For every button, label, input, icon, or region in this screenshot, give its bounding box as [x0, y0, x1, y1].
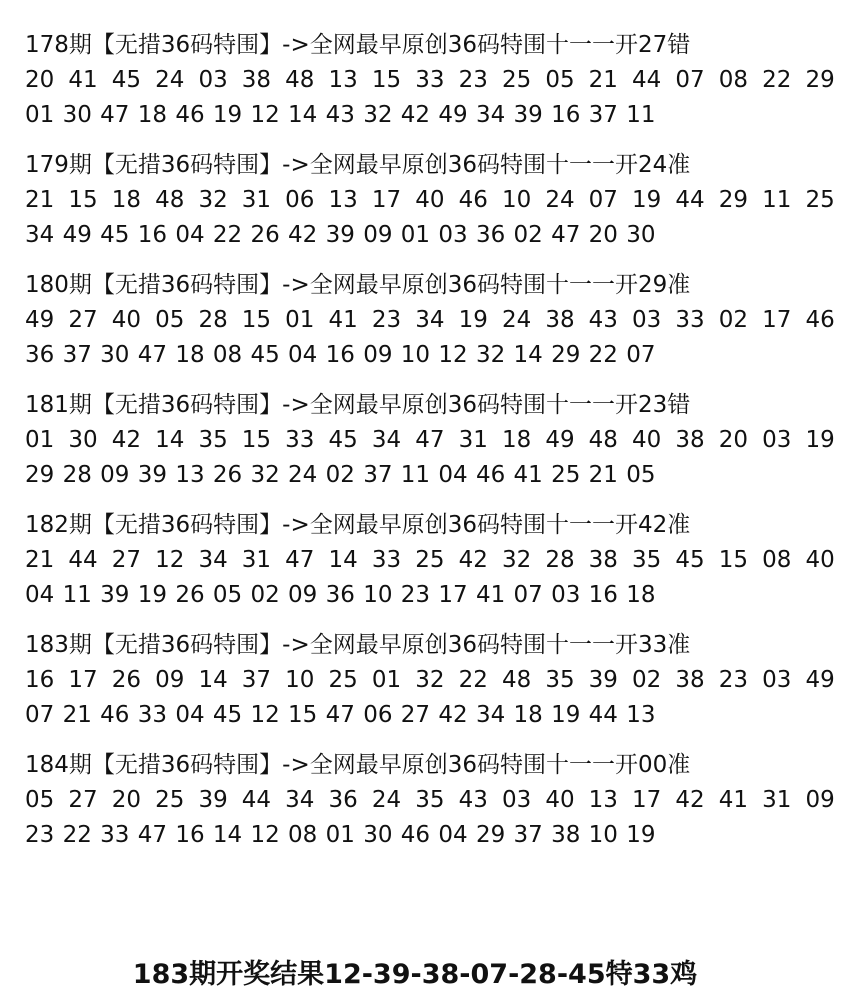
number-row — [25, 818, 835, 853]
prediction-entry — [25, 508, 835, 613]
number-cell: 47 — [551, 222, 581, 248]
number-cell: 25 — [551, 462, 581, 488]
number-cell: 18 — [137, 102, 168, 128]
number-cell: 17 — [371, 187, 402, 213]
entry-header: 184期【无措36码特围】->全网最早原创36码特围十一一开00准 — [25, 752, 691, 778]
number-cell: 45 — [100, 222, 130, 248]
number-cell: 04 — [175, 702, 205, 728]
number-cell: 24 — [288, 462, 318, 488]
number-cell: 42 — [675, 787, 705, 813]
number-cell: 02 — [250, 582, 280, 608]
number-cell: 01 — [325, 822, 355, 848]
number-cell: 29 — [25, 462, 55, 488]
number-cell: 02 — [513, 222, 543, 248]
number-cell: 40 — [632, 427, 662, 453]
number-cell: 47 — [137, 822, 168, 848]
number-cell: 11 — [626, 102, 656, 128]
number-cell: 20 — [588, 222, 618, 248]
number-cell: 41 — [68, 67, 98, 93]
number-row — [25, 183, 835, 218]
number-cell: 16 — [175, 822, 205, 848]
number-cell: 39 — [588, 667, 618, 693]
number-cell: 34 — [285, 787, 315, 813]
number-cell: 29 — [475, 822, 506, 848]
number-cell: 34 — [475, 702, 506, 728]
number-cell: 37 — [241, 667, 272, 693]
number-cell: 12 — [250, 822, 280, 848]
number-cell: 49 — [438, 102, 468, 128]
number-cell: 15 — [371, 67, 402, 93]
number-row — [25, 458, 835, 493]
number-cell: 47 — [137, 342, 168, 368]
number-cell: 36 — [325, 582, 355, 608]
number-cell: 13 — [328, 67, 358, 93]
number-cell: 24 — [501, 307, 532, 333]
number-cell: 41 — [328, 307, 358, 333]
number-cell: 22 — [458, 667, 488, 693]
number-cell: 08 — [762, 547, 792, 573]
number-cell: 45 — [328, 427, 358, 453]
number-cell: 44 — [241, 787, 272, 813]
number-cell: 38 — [545, 307, 575, 333]
number-cell: 07 — [25, 702, 55, 728]
number-cell: 30 — [68, 427, 98, 453]
number-cell: 30 — [363, 822, 393, 848]
number-cell: 22 — [212, 222, 243, 248]
number-cell: 19 — [137, 582, 168, 608]
number-row — [25, 63, 835, 98]
number-cell: 14 — [513, 342, 543, 368]
number-cell: 34 — [371, 427, 402, 453]
number-cell: 11 — [400, 462, 431, 488]
number-cell: 21 — [588, 462, 618, 488]
number-cell: 28 — [198, 307, 228, 333]
number-cell: 30 — [62, 102, 92, 128]
number-cell: 39 — [198, 787, 228, 813]
number-cell: 03 — [551, 582, 581, 608]
number-cell: 31 — [241, 187, 272, 213]
number-cell: 05 — [212, 582, 243, 608]
number-cell: 10 — [588, 822, 618, 848]
prediction-entry — [25, 628, 835, 733]
prediction-entry — [25, 268, 835, 373]
number-cell: 39 — [137, 462, 168, 488]
number-cell: 22 — [762, 67, 792, 93]
number-cell: 48 — [588, 427, 618, 453]
number-cell: 33 — [100, 822, 130, 848]
number-cell: 29 — [805, 67, 835, 93]
number-cell: 33 — [371, 547, 402, 573]
number-row — [25, 218, 835, 253]
number-cell: 23 — [458, 67, 488, 93]
number-cell: 02 — [718, 307, 749, 333]
number-cell: 49 — [805, 667, 835, 693]
number-cell: 36 — [25, 342, 55, 368]
number-cell: 06 — [285, 187, 315, 213]
number-cell: 48 — [501, 667, 532, 693]
entry-header: 183期【无措36码特围】->全网最早原创36码特围十一一开33准 — [25, 632, 691, 658]
number-cell: 16 — [137, 222, 168, 248]
number-cell: 38 — [241, 67, 272, 93]
number-cell: 13 — [626, 702, 656, 728]
number-cell: 32 — [475, 342, 506, 368]
number-cell: 39 — [325, 222, 355, 248]
number-cell: 42 — [111, 427, 141, 453]
number-cell: 27 — [400, 702, 431, 728]
number-row — [25, 578, 835, 613]
number-cell: 05 — [155, 307, 185, 333]
number-cell: 18 — [501, 427, 532, 453]
number-cell: 18 — [111, 187, 141, 213]
number-cell: 26 — [175, 582, 205, 608]
number-cell: 27 — [111, 547, 141, 573]
number-cell: 37 — [363, 462, 393, 488]
number-cell: 48 — [285, 67, 315, 93]
number-row — [25, 543, 835, 578]
number-cell: 32 — [501, 547, 532, 573]
number-cell: 04 — [175, 222, 205, 248]
number-cell: 42 — [288, 222, 318, 248]
number-cell: 41 — [513, 462, 543, 488]
number-cell: 34 — [415, 307, 445, 333]
prediction-entry — [25, 148, 835, 253]
number-cell: 13 — [588, 787, 618, 813]
number-cell: 11 — [762, 187, 792, 213]
number-cell: 15 — [288, 702, 318, 728]
number-cell: 06 — [363, 702, 393, 728]
number-cell: 29 — [718, 187, 749, 213]
number-cell: 19 — [632, 187, 662, 213]
number-cell: 15 — [241, 307, 272, 333]
number-cell: 17 — [68, 667, 98, 693]
number-cell: 32 — [415, 667, 445, 693]
number-cell: 36 — [328, 787, 358, 813]
number-cell: 45 — [675, 547, 705, 573]
number-cell: 34 — [475, 102, 506, 128]
number-cell: 35 — [415, 787, 445, 813]
number-cell: 16 — [588, 582, 618, 608]
number-cell: 44 — [632, 67, 662, 93]
number-cell: 34 — [198, 547, 228, 573]
number-cell: 23 — [718, 667, 749, 693]
number-cell: 14 — [212, 822, 243, 848]
number-cell: 19 — [458, 307, 488, 333]
number-cell: 09 — [155, 667, 185, 693]
number-cell: 07 — [626, 342, 656, 368]
number-cell: 45 — [212, 702, 243, 728]
prediction-entry — [25, 388, 835, 493]
number-cell: 23 — [371, 307, 402, 333]
number-cell: 01 — [25, 427, 55, 453]
number-row — [25, 663, 835, 698]
number-cell: 01 — [25, 102, 55, 128]
number-row — [25, 303, 835, 338]
number-cell: 21 — [588, 67, 618, 93]
number-cell: 07 — [513, 582, 543, 608]
number-cell: 10 — [400, 342, 431, 368]
number-cell: 49 — [62, 222, 92, 248]
number-cell: 49 — [545, 427, 575, 453]
number-cell: 04 — [288, 342, 318, 368]
number-cell: 09 — [805, 787, 835, 813]
number-cell: 20 — [718, 427, 749, 453]
number-cell: 49 — [25, 307, 55, 333]
number-cell: 26 — [111, 667, 141, 693]
number-cell: 03 — [762, 667, 792, 693]
draw-result: 183期开奖结果12-39-38-07-28-45特33鸡 — [132, 959, 698, 990]
number-cell: 03 — [632, 307, 662, 333]
number-cell: 26 — [250, 222, 280, 248]
number-cell: 32 — [250, 462, 280, 488]
number-cell: 25 — [155, 787, 185, 813]
number-cell: 09 — [363, 342, 393, 368]
number-cell: 42 — [458, 547, 488, 573]
number-row — [25, 98, 835, 133]
number-cell: 46 — [175, 102, 205, 128]
number-cell: 45 — [250, 342, 280, 368]
number-cell: 25 — [328, 667, 358, 693]
number-cell: 04 — [438, 822, 468, 848]
number-cell: 11 — [62, 582, 92, 608]
number-cell: 08 — [718, 67, 749, 93]
number-cell: 17 — [632, 787, 662, 813]
number-row — [25, 423, 835, 458]
number-cell: 17 — [762, 307, 792, 333]
number-cell: 37 — [588, 102, 618, 128]
number-cell: 12 — [155, 547, 185, 573]
number-row — [25, 698, 835, 733]
number-cell: 40 — [415, 187, 445, 213]
number-cell: 39 — [513, 102, 543, 128]
number-cell: 16 — [325, 342, 355, 368]
number-cell: 19 — [805, 427, 835, 453]
number-cell: 31 — [241, 547, 272, 573]
number-cell: 30 — [626, 222, 656, 248]
number-cell: 02 — [632, 667, 662, 693]
number-cell: 18 — [513, 702, 543, 728]
number-cell: 18 — [175, 342, 205, 368]
number-cell: 21 — [62, 702, 92, 728]
number-cell: 33 — [285, 427, 315, 453]
number-cell: 41 — [718, 787, 749, 813]
prediction-list — [25, 28, 835, 868]
number-cell: 43 — [458, 787, 488, 813]
entry-header: 181期【无措36码特围】->全网最早原创36码特围十一一开23错 — [25, 392, 691, 418]
number-cell: 23 — [25, 822, 55, 848]
number-cell: 34 — [25, 222, 55, 248]
number-cell: 01 — [400, 222, 431, 248]
number-cell: 47 — [415, 427, 445, 453]
number-cell: 31 — [762, 787, 792, 813]
number-cell: 30 — [100, 342, 130, 368]
number-cell: 19 — [212, 102, 243, 128]
number-cell: 48 — [155, 187, 185, 213]
number-cell: 09 — [363, 222, 393, 248]
number-row — [25, 783, 835, 818]
number-cell: 08 — [288, 822, 318, 848]
number-cell: 24 — [155, 67, 185, 93]
number-cell: 24 — [545, 187, 575, 213]
number-cell: 03 — [762, 427, 792, 453]
number-cell: 01 — [285, 307, 315, 333]
number-cell: 46 — [458, 187, 488, 213]
entry-header: 178期【无措36码特围】->全网最早原创36码特围十一一开27错 — [25, 32, 691, 58]
number-cell: 28 — [62, 462, 92, 488]
number-cell: 37 — [62, 342, 92, 368]
number-cell: 41 — [475, 582, 506, 608]
number-cell: 08 — [212, 342, 243, 368]
number-cell: 40 — [111, 307, 141, 333]
number-cell: 25 — [501, 67, 532, 93]
number-cell: 10 — [501, 187, 532, 213]
number-cell: 29 — [551, 342, 581, 368]
number-cell: 12 — [250, 702, 280, 728]
number-cell: 25 — [415, 547, 445, 573]
number-cell: 21 — [25, 547, 55, 573]
number-cell: 21 — [25, 187, 55, 213]
number-cell: 15 — [241, 427, 272, 453]
number-cell: 44 — [675, 187, 705, 213]
number-cell: 20 — [25, 67, 55, 93]
number-cell: 01 — [371, 667, 402, 693]
number-cell: 40 — [805, 547, 835, 573]
number-cell: 33 — [137, 702, 168, 728]
number-cell: 22 — [62, 822, 92, 848]
number-cell: 46 — [400, 822, 431, 848]
number-cell: 45 — [111, 67, 141, 93]
number-cell: 25 — [805, 187, 835, 213]
number-cell: 14 — [155, 427, 185, 453]
number-cell: 19 — [551, 702, 581, 728]
number-cell: 17 — [438, 582, 468, 608]
number-cell: 16 — [25, 667, 55, 693]
number-cell: 03 — [198, 67, 228, 93]
number-cell: 15 — [68, 187, 98, 213]
number-cell: 14 — [328, 547, 358, 573]
number-cell: 46 — [475, 462, 506, 488]
number-cell: 15 — [718, 547, 749, 573]
number-cell: 27 — [68, 787, 98, 813]
number-cell: 20 — [111, 787, 141, 813]
number-cell: 35 — [632, 547, 662, 573]
number-cell: 09 — [100, 462, 130, 488]
number-cell: 09 — [288, 582, 318, 608]
number-cell: 32 — [198, 187, 228, 213]
number-cell: 43 — [588, 307, 618, 333]
number-cell: 31 — [458, 427, 488, 453]
number-row — [25, 338, 835, 373]
number-cell: 02 — [325, 462, 355, 488]
number-cell: 03 — [438, 222, 468, 248]
entry-header: 182期【无措36码特围】->全网最早原创36码特围十一一开42准 — [25, 512, 691, 538]
number-cell: 18 — [626, 582, 656, 608]
number-cell: 19 — [626, 822, 656, 848]
entry-header: 179期【无措36码特围】->全网最早原创36码特围十一一开24准 — [25, 152, 691, 178]
number-cell: 22 — [588, 342, 618, 368]
number-cell: 32 — [363, 102, 393, 128]
number-cell: 16 — [551, 102, 581, 128]
number-cell: 12 — [438, 342, 468, 368]
number-cell: 26 — [212, 462, 243, 488]
number-cell: 04 — [438, 462, 468, 488]
number-cell: 35 — [198, 427, 228, 453]
number-cell: 14 — [198, 667, 228, 693]
number-cell: 14 — [288, 102, 318, 128]
number-cell: 39 — [100, 582, 130, 608]
entry-header: 180期【无措36码特围】->全网最早原创36码特围十一一开29准 — [25, 272, 691, 298]
number-cell: 33 — [415, 67, 445, 93]
number-cell: 23 — [400, 582, 431, 608]
number-cell: 04 — [25, 582, 55, 608]
number-cell: 36 — [475, 222, 506, 248]
number-cell: 13 — [328, 187, 358, 213]
number-cell: 27 — [68, 307, 98, 333]
number-cell: 47 — [100, 102, 130, 128]
number-cell: 07 — [675, 67, 705, 93]
number-cell: 43 — [325, 102, 355, 128]
number-cell: 44 — [68, 547, 98, 573]
number-cell: 38 — [588, 547, 618, 573]
number-cell: 44 — [588, 702, 618, 728]
number-cell: 38 — [675, 667, 705, 693]
prediction-entry — [25, 748, 835, 853]
number-cell: 46 — [805, 307, 835, 333]
prediction-entry — [25, 28, 835, 133]
number-cell: 47 — [285, 547, 315, 573]
number-cell: 05 — [626, 462, 656, 488]
number-cell: 40 — [545, 787, 575, 813]
number-cell: 05 — [545, 67, 575, 93]
number-cell: 42 — [400, 102, 431, 128]
number-cell: 46 — [100, 702, 130, 728]
number-cell: 05 — [25, 787, 55, 813]
number-cell: 38 — [551, 822, 581, 848]
number-cell: 33 — [675, 307, 705, 333]
number-cell: 10 — [285, 667, 315, 693]
number-cell: 38 — [675, 427, 705, 453]
number-cell: 03 — [501, 787, 532, 813]
number-cell: 47 — [325, 702, 355, 728]
number-cell: 28 — [545, 547, 575, 573]
number-cell: 10 — [363, 582, 393, 608]
number-cell: 35 — [545, 667, 575, 693]
number-cell: 42 — [438, 702, 468, 728]
number-cell: 24 — [371, 787, 402, 813]
number-cell: 07 — [588, 187, 618, 213]
number-cell: 13 — [175, 462, 205, 488]
number-cell: 37 — [513, 822, 543, 848]
number-cell: 12 — [250, 102, 280, 128]
